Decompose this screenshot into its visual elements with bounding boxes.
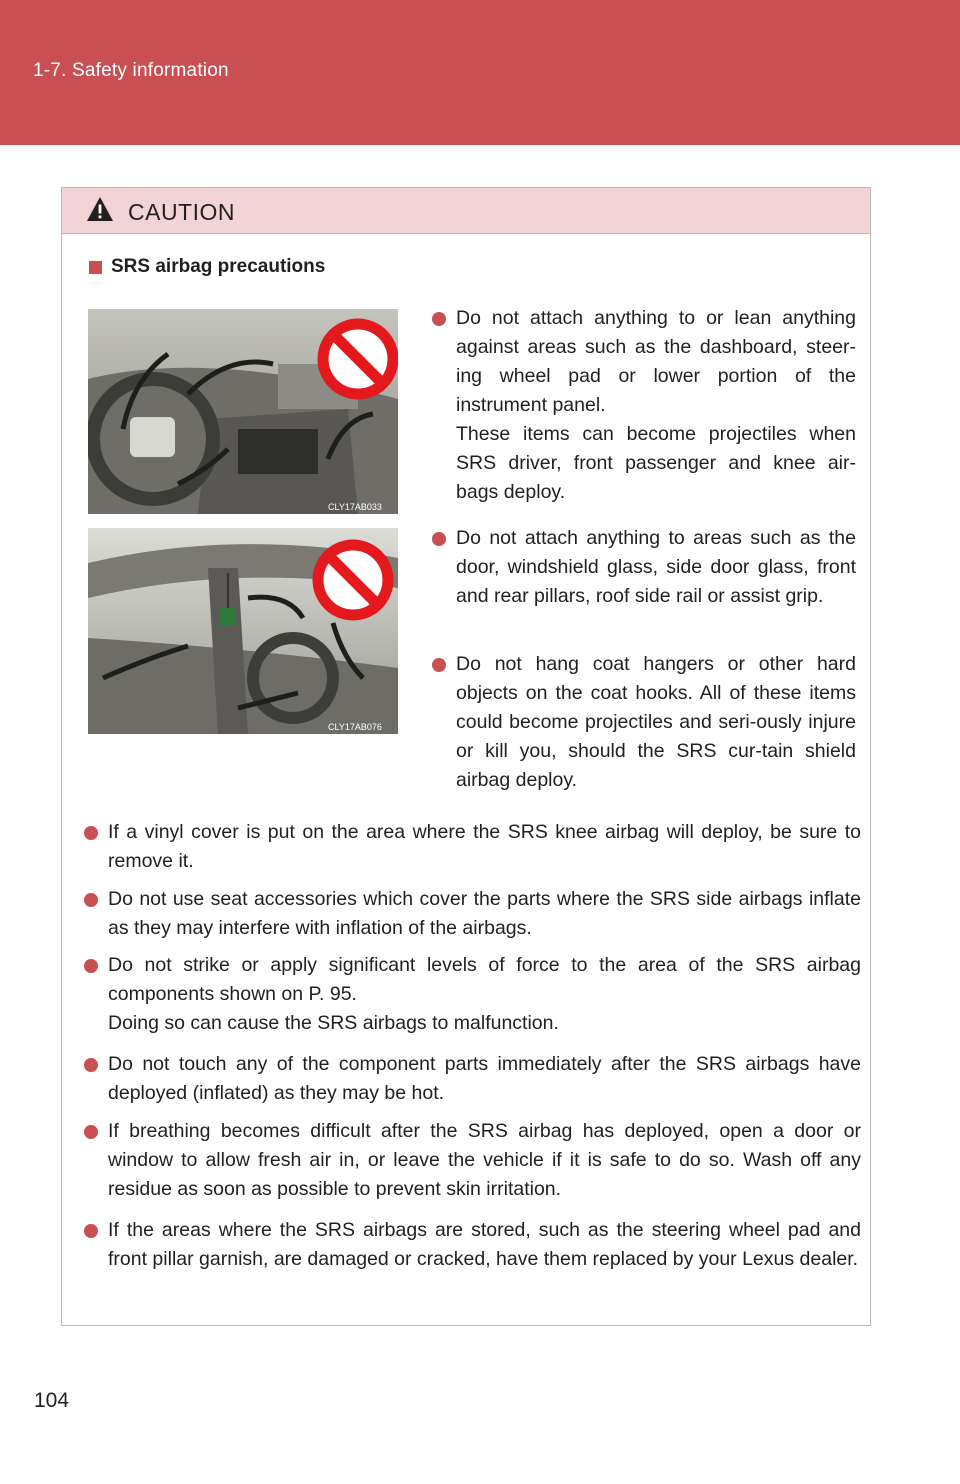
caution-label: CAUTION <box>128 199 235 225</box>
bullet-dot-icon <box>84 893 98 907</box>
bullet-dot-icon <box>432 532 446 546</box>
bullet-1 <box>84 818 861 876</box>
bullet-text: If the areas where the SRS airbags are stored, such as the steering wheel pad and front pillar garnish, are damaged or cracked, have them replaced by your Lexus dealer. <box>108 1219 861 1270</box>
bullet-text: If breathing becomes difficult after the SRS airbag has deployed, open a door or window to allow fresh air in, or leave the vehicle if it is safe to do so. Wash off any residue as soon as possible to prevent skin irritation. <box>108 1120 861 1200</box>
subheading <box>89 256 325 278</box>
bullet-text: Do not strike or apply significant levels of force to the area of the SRS airbag components shown on P. 95. Doing so can cause the SRS airbags to malfunction. <box>108 954 861 1034</box>
side-bullet-2 <box>432 524 856 611</box>
side-bullet-text: Do not attach anything to areas such as the door, windshield glass, side door glass, front and rear pillars, roof side rail or assist grip. <box>456 527 856 607</box>
warning-icon <box>86 196 114 222</box>
bullet-dot-icon <box>84 959 98 973</box>
section-title: 1-7. Safety information <box>33 60 229 81</box>
side-bullet-3 <box>432 650 856 795</box>
bullet-dot-icon <box>84 1224 98 1238</box>
bullet-3 <box>84 951 861 1038</box>
caution-box <box>61 187 871 1326</box>
pillar-illustration <box>88 528 398 734</box>
dashboard-illustration <box>88 309 398 514</box>
bullet-text: If a vinyl cover is put on the area where the SRS knee airbag will deploy, be sure to remove it. <box>108 821 861 872</box>
side-bullet-1 <box>432 304 856 507</box>
bullet-dot-icon <box>432 658 446 672</box>
bullet-dot-icon <box>432 312 446 326</box>
subheading-text: SRS airbag precautions <box>111 256 326 277</box>
page-number: 104 <box>34 1389 70 1412</box>
bullet-text: Do not touch any of the component parts immediately after the SRS airbags have deployed (inflated) as they may be hot. <box>108 1053 861 1104</box>
bullet-6 <box>84 1216 861 1274</box>
bullet-text: Do not use seat accessories which cover the parts where the SRS side airbags inflate as they may interfere with inflation of the airbags. <box>108 888 861 939</box>
bullet-dot-icon <box>84 826 98 840</box>
image-code: CLY17AB076 <box>328 722 382 732</box>
bullet-dot-icon <box>84 1125 98 1139</box>
side-bullet-text: Do not hang coat hangers or other hard objects on the coat hooks. All of these items could become projectiles and seri-ously injure or kill you, should the SRS cur-tain shield airbag deploy. <box>456 653 856 791</box>
side-bullet-text: Do not attach anything to or lean anything against areas such as the dashboard, steer-ing wheel pad or lower portion of the instrument panel. These items can become projectiles when SRS driver, front passenger and knee air-bags deploy. <box>456 307 856 503</box>
bullet-dot-icon <box>84 1058 98 1072</box>
image-code: CLY17AB033 <box>328 502 382 512</box>
caution-header <box>62 188 870 234</box>
bullet-5 <box>84 1117 861 1204</box>
bullet-4 <box>84 1050 861 1108</box>
square-bullet-icon <box>89 261 102 274</box>
bullet-2 <box>84 885 861 943</box>
